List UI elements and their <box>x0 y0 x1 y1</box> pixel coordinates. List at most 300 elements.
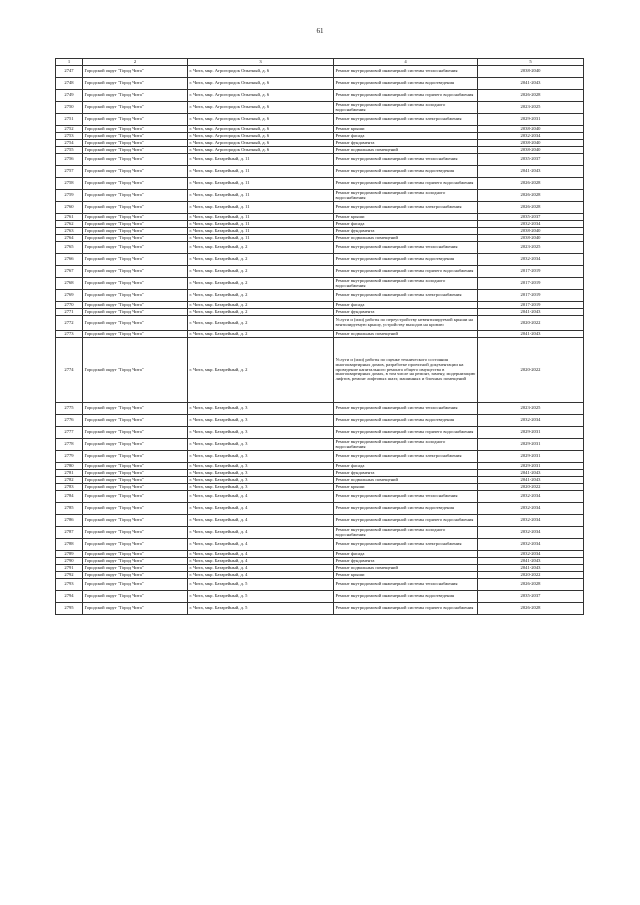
address-cell: г. Чита, мкр. Батарейный, д. 3 <box>188 427 334 439</box>
period-cell: 2032-2034 <box>478 503 584 515</box>
municipality-cell: Городской округ "Город Чита" <box>83 579 188 591</box>
municipality-cell: Городской округ "Город Чита" <box>83 90 188 102</box>
period-cell: 2038-2040 <box>478 228 584 235</box>
table-row <box>56 463 584 470</box>
row-number-cell: 2774 <box>56 338 83 403</box>
table-row <box>56 221 584 228</box>
address-cell: г. Чита, мкр. Батарейный, д. 2 <box>188 309 334 316</box>
table-row <box>56 527 584 539</box>
municipality-cell: Городской округ "Город Чита" <box>83 603 188 615</box>
address-cell: г. Чита, мкр. Батарейный, д. 4 <box>188 565 334 572</box>
row-number-cell: 2794 <box>56 591 83 603</box>
work-type-cell: Ремонт внутридомовой инженерной системы холодного водоснабжения <box>334 527 478 539</box>
work-type-cell: Ремонт фасада <box>334 463 478 470</box>
municipality-cell: Городской округ "Город Чита" <box>83 66 188 78</box>
work-type-cell: Ремонт подвальных помещений <box>334 235 478 242</box>
work-type-cell: Ремонт фундамента <box>334 470 478 477</box>
table-row <box>56 470 584 477</box>
address-cell: г. Чита, мкр. Батарейный, д. 2 <box>188 331 334 338</box>
work-type-cell: Ремонт фундамента <box>334 228 478 235</box>
row-number-cell: 2793 <box>56 579 83 591</box>
municipality-cell: Городской округ "Город Чита" <box>83 202 188 214</box>
row-number-cell: 2760 <box>56 202 83 214</box>
row-number-cell: 2749 <box>56 90 83 102</box>
work-type-cell: Ремонт крыши <box>334 572 478 579</box>
address-cell: г. Чита, мкр. Батарейный, д. 4 <box>188 515 334 527</box>
column-header-2: 2 <box>83 59 188 66</box>
period-cell: 2017-2019 <box>478 302 584 309</box>
register-table <box>55 58 584 615</box>
row-number-cell: 2790 <box>56 558 83 565</box>
address-cell: г. Чита, мкр. Батарейный, д. 3 <box>188 470 334 477</box>
municipality-cell: Городской округ "Город Чита" <box>83 235 188 242</box>
period-cell: 2017-2019 <box>478 290 584 302</box>
address-cell: г. Чита, мкр. Батарейный, д. 3 <box>188 439 334 451</box>
table-row <box>56 491 584 503</box>
row-number-cell: 2768 <box>56 278 83 290</box>
row-number-cell: 2787 <box>56 527 83 539</box>
address-cell: г. Чита, мкр. Батарейный, д. 3 <box>188 415 334 427</box>
table-row <box>56 539 584 551</box>
address-cell: г. Чита, мкр. Батарейный, д. 4 <box>188 572 334 579</box>
address-cell: г. Чита, мкр. Батарейный, д. 11 <box>188 178 334 190</box>
work-type-cell: Ремонт подвальных помещений <box>334 147 478 154</box>
table-row <box>56 202 584 214</box>
row-number-cell: 2784 <box>56 491 83 503</box>
address-cell: г. Чита, мкр. Батарейный, д. 4 <box>188 539 334 551</box>
work-type-cell: Ремонт внутридомовой инженерной системы горячего водоснабжения <box>334 90 478 102</box>
period-cell: 2020-2022 <box>478 572 584 579</box>
row-number-cell: 2751 <box>56 114 83 126</box>
work-type-cell: Ремонт внутридомовой инженерной системы теплоснабжения <box>334 579 478 591</box>
work-type-cell: Ремонт подвальных помещений <box>334 565 478 572</box>
municipality-cell: Городской округ "Город Чита" <box>83 463 188 470</box>
work-type-cell: Ремонт внутридомовой инженерной системы теплоснабжения <box>334 154 478 166</box>
row-number-cell: 2764 <box>56 235 83 242</box>
table-row <box>56 214 584 221</box>
work-type-cell: Ремонт внутридомовой инженерной системы теплоснабжения <box>334 403 478 415</box>
municipality-cell: Городской округ "Город Чита" <box>83 558 188 565</box>
row-number-cell: 2779 <box>56 451 83 463</box>
table-row <box>56 338 584 403</box>
municipality-cell: Городской округ "Город Чита" <box>83 266 188 278</box>
municipality-cell: Городской округ "Город Чита" <box>83 154 188 166</box>
table-row <box>56 439 584 451</box>
period-cell: 2041-2043 <box>478 166 584 178</box>
municipality-cell: Городской округ "Город Чита" <box>83 102 188 114</box>
period-cell: 2032-2034 <box>478 515 584 527</box>
work-type-cell: Ремонт внутридомовой инженерной системы холодного водоснабжения <box>334 102 478 114</box>
municipality-cell: Городской округ "Город Чита" <box>83 470 188 477</box>
table-row <box>56 503 584 515</box>
period-cell: 2023-2025 <box>478 102 584 114</box>
work-type-cell: Ремонт внутридомовой инженерной системы электроснабжения <box>334 290 478 302</box>
table-row <box>56 603 584 615</box>
municipality-cell: Городской округ "Город Чита" <box>83 572 188 579</box>
municipality-cell: Городской округ "Город Чита" <box>83 278 188 290</box>
table-row <box>56 278 584 290</box>
municipality-cell: Городской округ "Город Чита" <box>83 415 188 427</box>
period-cell: 2032-2034 <box>478 221 584 228</box>
work-type-cell: Ремонт внутридомовой инженерной системы электроснабжения <box>334 202 478 214</box>
municipality-cell: Городской округ "Город Чита" <box>83 565 188 572</box>
address-cell: г. Чита, мкр. Агрогородок Опытный, д. 6 <box>188 114 334 126</box>
row-number-cell: 2775 <box>56 403 83 415</box>
period-cell: 2032-2034 <box>478 415 584 427</box>
work-type-cell: Ремонт крыши <box>334 214 478 221</box>
row-number-cell: 2791 <box>56 565 83 572</box>
table-row <box>56 154 584 166</box>
period-cell: 2026-2028 <box>478 178 584 190</box>
table-row <box>56 266 584 278</box>
table-row <box>56 140 584 147</box>
work-type-cell: Ремонт внутридомовой инженерной системы водоотведения <box>334 78 478 90</box>
period-cell: 2026-2028 <box>478 603 584 615</box>
row-number-cell: 2757 <box>56 166 83 178</box>
work-type-cell: Ремонт подвальных помещений <box>334 331 478 338</box>
work-type-cell: Ремонт внутридомовой инженерной системы холодного водоснабжения <box>334 190 478 202</box>
table-row <box>56 579 584 591</box>
row-number-cell: 2748 <box>56 78 83 90</box>
period-cell: 2038-2040 <box>478 126 584 133</box>
table-row <box>56 178 584 190</box>
address-cell: г. Чита, мкр. Батарейный, д. 11 <box>188 221 334 228</box>
table-row <box>56 242 584 254</box>
address-cell: г. Чита, мкр. Агрогородок Опытный, д. 6 <box>188 147 334 154</box>
row-number-cell: 2783 <box>56 484 83 491</box>
period-cell: 2041-2043 <box>478 558 584 565</box>
municipality-cell: Городской округ "Город Чита" <box>83 302 188 309</box>
work-type-cell: Ремонт внутридомовой инженерной системы горячего водоснабжения <box>334 515 478 527</box>
row-number-cell: 2767 <box>56 266 83 278</box>
period-cell: 2041-2043 <box>478 309 584 316</box>
period-cell: 2029-2031 <box>478 114 584 126</box>
address-cell: г. Чита, мкр. Батарейный, д. 11 <box>188 166 334 178</box>
table-row <box>56 78 584 90</box>
municipality-cell: Городской округ "Город Чита" <box>83 403 188 415</box>
period-cell: 2035-2037 <box>478 214 584 221</box>
municipality-cell: Городской округ "Город Чита" <box>83 477 188 484</box>
municipality-cell: Городской округ "Город Чита" <box>83 491 188 503</box>
period-cell: 2026-2028 <box>478 202 584 214</box>
work-type-cell: Ремонт фасада <box>334 221 478 228</box>
address-cell: г. Чита, мкр. Батарейный, д. 2 <box>188 338 334 403</box>
table-row <box>56 403 584 415</box>
row-number-cell: 2771 <box>56 309 83 316</box>
row-number-cell: 2776 <box>56 415 83 427</box>
row-number-cell: 2786 <box>56 515 83 527</box>
period-cell: 2041-2043 <box>478 470 584 477</box>
address-cell: г. Чита, мкр. Агрогородок Опытный, д. 6 <box>188 126 334 133</box>
period-cell: 2029-2031 <box>478 463 584 470</box>
municipality-cell: Городской округ "Город Чита" <box>83 439 188 451</box>
municipality-cell: Городской округ "Город Чита" <box>83 254 188 266</box>
period-cell: 2026-2028 <box>478 190 584 202</box>
table-row <box>56 515 584 527</box>
address-cell: г. Чита, мкр. Агрогородок Опытный, д. 6 <box>188 102 334 114</box>
row-number-cell: 2792 <box>56 572 83 579</box>
row-number-cell: 2758 <box>56 178 83 190</box>
table-row <box>56 565 584 572</box>
period-cell: 2023-2025 <box>478 403 584 415</box>
row-number-cell: 2769 <box>56 290 83 302</box>
period-cell: 2038-2040 <box>478 66 584 78</box>
row-number-cell: 2763 <box>56 228 83 235</box>
address-cell: г. Чита, мкр. Батарейный, д. 2 <box>188 290 334 302</box>
work-type-cell: Ремонт фундамента <box>334 140 478 147</box>
row-number-cell: 2782 <box>56 477 83 484</box>
work-type-cell: Ремонт внутридомовой инженерной системы теплоснабжения <box>334 66 478 78</box>
work-type-cell: Ремонт внутридомовой инженерной системы электроснабжения <box>334 539 478 551</box>
municipality-cell: Городской округ "Город Чита" <box>83 503 188 515</box>
address-cell: г. Чита, мкр. Батарейный, д. 4 <box>188 503 334 515</box>
municipality-cell: Городской округ "Город Чита" <box>83 539 188 551</box>
period-cell: 2017-2019 <box>478 266 584 278</box>
period-cell: 2035-2037 <box>478 591 584 603</box>
period-cell: 2020-2022 <box>478 338 584 403</box>
table-row <box>56 133 584 140</box>
work-type-cell: Ремонт фундамента <box>334 558 478 565</box>
period-cell: 2017-2019 <box>478 278 584 290</box>
table-row <box>56 331 584 338</box>
table-row <box>56 558 584 565</box>
municipality-cell: Городской округ "Город Чита" <box>83 166 188 178</box>
work-type-cell: Ремонт внутридомовой инженерной системы холодного водоснабжения <box>334 278 478 290</box>
work-type-cell: Ремонт внутридомовой инженерной системы электроснабжения <box>334 114 478 126</box>
period-cell: 2041-2043 <box>478 78 584 90</box>
address-cell: г. Чита, мкр. Агрогородок Опытный, д. 6 <box>188 78 334 90</box>
table-row <box>56 302 584 309</box>
address-cell: г. Чита, мкр. Батарейный, д. 3 <box>188 463 334 470</box>
work-type-cell: Ремонт фасада <box>334 133 478 140</box>
table-row <box>56 90 584 102</box>
period-cell: 2032-2034 <box>478 539 584 551</box>
period-cell: 2041-2043 <box>478 565 584 572</box>
period-cell: 2029-2031 <box>478 427 584 439</box>
table-row <box>56 228 584 235</box>
column-header-4: 4 <box>334 59 478 66</box>
table-row <box>56 415 584 427</box>
municipality-cell: Городской округ "Город Чита" <box>83 451 188 463</box>
table-row <box>56 484 584 491</box>
municipality-cell: Городской округ "Город Чита" <box>83 214 188 221</box>
address-cell: г. Чита, мкр. Батарейный, д. 2 <box>188 316 334 331</box>
municipality-cell: Городской округ "Город Чита" <box>83 126 188 133</box>
period-cell: 2032-2034 <box>478 491 584 503</box>
work-type-cell: Ремонт фундамента <box>334 309 478 316</box>
municipality-cell: Городской округ "Город Чита" <box>83 427 188 439</box>
municipality-cell: Городской округ "Город Чита" <box>83 527 188 539</box>
row-number-cell: 2755 <box>56 147 83 154</box>
address-cell: г. Чита, мкр. Батарейный, д. 3 <box>188 477 334 484</box>
row-number-cell: 2770 <box>56 302 83 309</box>
municipality-cell: Городской округ "Город Чита" <box>83 78 188 90</box>
period-cell: 2020-2022 <box>478 316 584 331</box>
period-cell: 2041-2043 <box>478 477 584 484</box>
work-type-cell: Ремонт внутридомовой инженерной системы водоотведения <box>334 503 478 515</box>
table-row <box>56 572 584 579</box>
work-type-cell: Ремонт фасада <box>334 302 478 309</box>
work-type-cell: Ремонт внутридомовой инженерной системы теплоснабжения <box>334 242 478 254</box>
address-cell: г. Чита, мкр. Батарейный, д. 4 <box>188 551 334 558</box>
address-cell: г. Чита, мкр. Агрогородок Опытный, д. 6 <box>188 90 334 102</box>
municipality-cell: Городской округ "Город Чита" <box>83 290 188 302</box>
municipality-cell: Городской округ "Город Чита" <box>83 331 188 338</box>
period-cell: 2032-2034 <box>478 551 584 558</box>
address-cell: г. Чита, мкр. Батарейный, д. 11 <box>188 190 334 202</box>
table-row <box>56 147 584 154</box>
row-number-cell: 2772 <box>56 316 83 331</box>
work-type-cell: Ремонт внутридомовой инженерной системы водоотведения <box>334 591 478 603</box>
period-cell: 2032-2034 <box>478 254 584 266</box>
address-cell: г. Чита, мкр. Батарейный, д. 11 <box>188 154 334 166</box>
work-type-cell: Ремонт подвальных помещений <box>334 477 478 484</box>
address-cell: г. Чита, мкр. Агрогородок Опытный, д. 6 <box>188 140 334 147</box>
table-row <box>56 235 584 242</box>
table-row <box>56 309 584 316</box>
row-number-cell: 2747 <box>56 66 83 78</box>
row-number-cell: 2795 <box>56 603 83 615</box>
address-cell: г. Чита, мкр. Батарейный, д. 5 <box>188 591 334 603</box>
municipality-cell: Городской округ "Город Чита" <box>83 114 188 126</box>
table-row <box>56 591 584 603</box>
municipality-cell: Городской округ "Город Чита" <box>83 316 188 331</box>
municipality-cell: Городской округ "Город Чита" <box>83 338 188 403</box>
municipality-cell: Городской округ "Город Чита" <box>83 190 188 202</box>
row-number-cell: 2780 <box>56 463 83 470</box>
work-type-cell: Ремонт внутридомовой инженерной системы электроснабжения <box>334 451 478 463</box>
table-row <box>56 254 584 266</box>
work-type-cell: Ремонт внутридомовой инженерной системы горячего водоснабжения <box>334 178 478 190</box>
table-row <box>56 126 584 133</box>
table-row <box>56 316 584 331</box>
period-cell: 2038-2040 <box>478 140 584 147</box>
period-cell: 2038-2040 <box>478 235 584 242</box>
row-number-cell: 2756 <box>56 154 83 166</box>
address-cell: г. Чита, мкр. Батарейный, д. 2 <box>188 242 334 254</box>
row-number-cell: 2753 <box>56 133 83 140</box>
period-cell: 2032-2034 <box>478 527 584 539</box>
address-cell: г. Чита, мкр. Батарейный, д. 5 <box>188 579 334 591</box>
row-number-cell: 2777 <box>56 427 83 439</box>
table-row <box>56 290 584 302</box>
address-cell: г. Чита, мкр. Батарейный, д. 11 <box>188 202 334 214</box>
period-cell: 2023-2025 <box>478 242 584 254</box>
municipality-cell: Городской округ "Город Чита" <box>83 515 188 527</box>
row-number-cell: 2781 <box>56 470 83 477</box>
municipality-cell: Городской округ "Город Чита" <box>83 178 188 190</box>
work-type-cell: Ремонт внутридомовой инженерной системы горячего водоснабжения <box>334 266 478 278</box>
period-cell: 2029-2031 <box>478 439 584 451</box>
work-type-cell: Ремонт внутридомовой инженерной системы водоотведения <box>334 254 478 266</box>
municipality-cell: Городской округ "Город Чита" <box>83 591 188 603</box>
work-type-cell: Ремонт внутридомовой инженерной системы водоотведения <box>334 166 478 178</box>
table-row <box>56 551 584 558</box>
municipality-cell: Городской округ "Город Чита" <box>83 242 188 254</box>
period-cell: 2035-2037 <box>478 154 584 166</box>
row-number-cell: 2754 <box>56 140 83 147</box>
work-type-cell: Ремонт фасада <box>334 551 478 558</box>
table-row <box>56 66 584 78</box>
period-cell: 2020-2022 <box>478 484 584 491</box>
address-cell: г. Чита, мкр. Батарейный, д. 11 <box>188 214 334 221</box>
work-type-cell: Услуги и (или) работы по оценке технического состояния многоквартирных домов, разработке проектной документации на проведение капитального ремонта общего имущества в многоквартирных домах, в том числе на ремонт, замену, модернизацию лифтов, ремонт лифтовых шахт, машинных и блочных помещений <box>334 338 478 403</box>
row-number-cell: 2752 <box>56 126 83 133</box>
address-cell: г. Чита, мкр. Батарейный, д. 2 <box>188 278 334 290</box>
municipality-cell: Городской округ "Город Чита" <box>83 309 188 316</box>
work-type-cell: Ремонт внутридомовой инженерной системы горячего водоснабжения <box>334 603 478 615</box>
period-cell: 2026-2028 <box>478 579 584 591</box>
table-row <box>56 451 584 463</box>
work-type-cell: Ремонт внутридомовой инженерной системы теплоснабжения <box>334 491 478 503</box>
table-row <box>56 427 584 439</box>
table-row <box>56 477 584 484</box>
address-cell: г. Чита, мкр. Батарейный, д. 4 <box>188 491 334 503</box>
work-type-cell: Ремонт крыши <box>334 126 478 133</box>
period-cell: 2038-2040 <box>478 147 584 154</box>
page-number: 61 <box>316 27 324 35</box>
row-number-cell: 2761 <box>56 214 83 221</box>
row-number-cell: 2765 <box>56 242 83 254</box>
address-cell: г. Чита, мкр. Батарейный, д. 11 <box>188 228 334 235</box>
municipality-cell: Городской округ "Город Чита" <box>83 133 188 140</box>
period-cell: 2026-2028 <box>478 90 584 102</box>
period-cell: 2029-2031 <box>478 451 584 463</box>
column-header-1: 1 <box>56 59 83 66</box>
address-cell: г. Чита, мкр. Батарейный, д. 4 <box>188 527 334 539</box>
address-cell: г. Чита, мкр. Агрогородок Опытный, д. 6 <box>188 66 334 78</box>
row-number-cell: 2762 <box>56 221 83 228</box>
work-type-cell: Ремонт внутридомовой инженерной системы холодного водоснабжения <box>334 439 478 451</box>
column-header-5: 5 <box>478 59 584 66</box>
row-number-cell: 2766 <box>56 254 83 266</box>
address-cell: г. Чита, мкр. Агрогородок Опытный, д. 6 <box>188 133 334 140</box>
work-type-cell: Ремонт внутридомовой инженерной системы горячего водоснабжения <box>334 427 478 439</box>
address-cell: г. Чита, мкр. Батарейный, д. 11 <box>188 235 334 242</box>
column-header-3: 3 <box>188 59 334 66</box>
municipality-cell: Городской округ "Город Чита" <box>83 140 188 147</box>
municipality-cell: Городской округ "Город Чита" <box>83 221 188 228</box>
table-row <box>56 114 584 126</box>
address-cell: г. Чита, мкр. Батарейный, д. 5 <box>188 603 334 615</box>
row-number-cell: 2778 <box>56 439 83 451</box>
row-number-cell: 2759 <box>56 190 83 202</box>
address-cell: г. Чита, мкр. Батарейный, д. 3 <box>188 403 334 415</box>
work-type-cell: Ремонт крыши <box>334 484 478 491</box>
row-number-cell: 2789 <box>56 551 83 558</box>
row-number-cell: 2773 <box>56 331 83 338</box>
address-cell: г. Чита, мкр. Батарейный, д. 3 <box>188 451 334 463</box>
row-number-cell: 2785 <box>56 503 83 515</box>
address-cell: г. Чита, мкр. Батарейный, д. 2 <box>188 266 334 278</box>
municipality-cell: Городской округ "Город Чита" <box>83 484 188 491</box>
period-cell: 2032-2034 <box>478 133 584 140</box>
table-row <box>56 102 584 114</box>
table-row <box>56 166 584 178</box>
address-cell: г. Чита, мкр. Батарейный, д. 2 <box>188 302 334 309</box>
table-row <box>56 190 584 202</box>
row-number-cell: 2750 <box>56 102 83 114</box>
work-type-cell: Услуги и (или) работы по переустройству невентилируемой крыши на вентилируемую крышу, устройству выходов на кровлю <box>334 316 478 331</box>
table-header-row <box>56 59 584 66</box>
municipality-cell: Городской округ "Город Чита" <box>83 228 188 235</box>
address-cell: г. Чита, мкр. Батарейный, д. 3 <box>188 484 334 491</box>
period-cell: 2041-2043 <box>478 331 584 338</box>
address-cell: г. Чита, мкр. Батарейный, д. 4 <box>188 558 334 565</box>
municipality-cell: Городской округ "Город Чита" <box>83 147 188 154</box>
row-number-cell: 2788 <box>56 539 83 551</box>
work-type-cell: Ремонт внутридомовой инженерной системы водоотведения <box>334 415 478 427</box>
